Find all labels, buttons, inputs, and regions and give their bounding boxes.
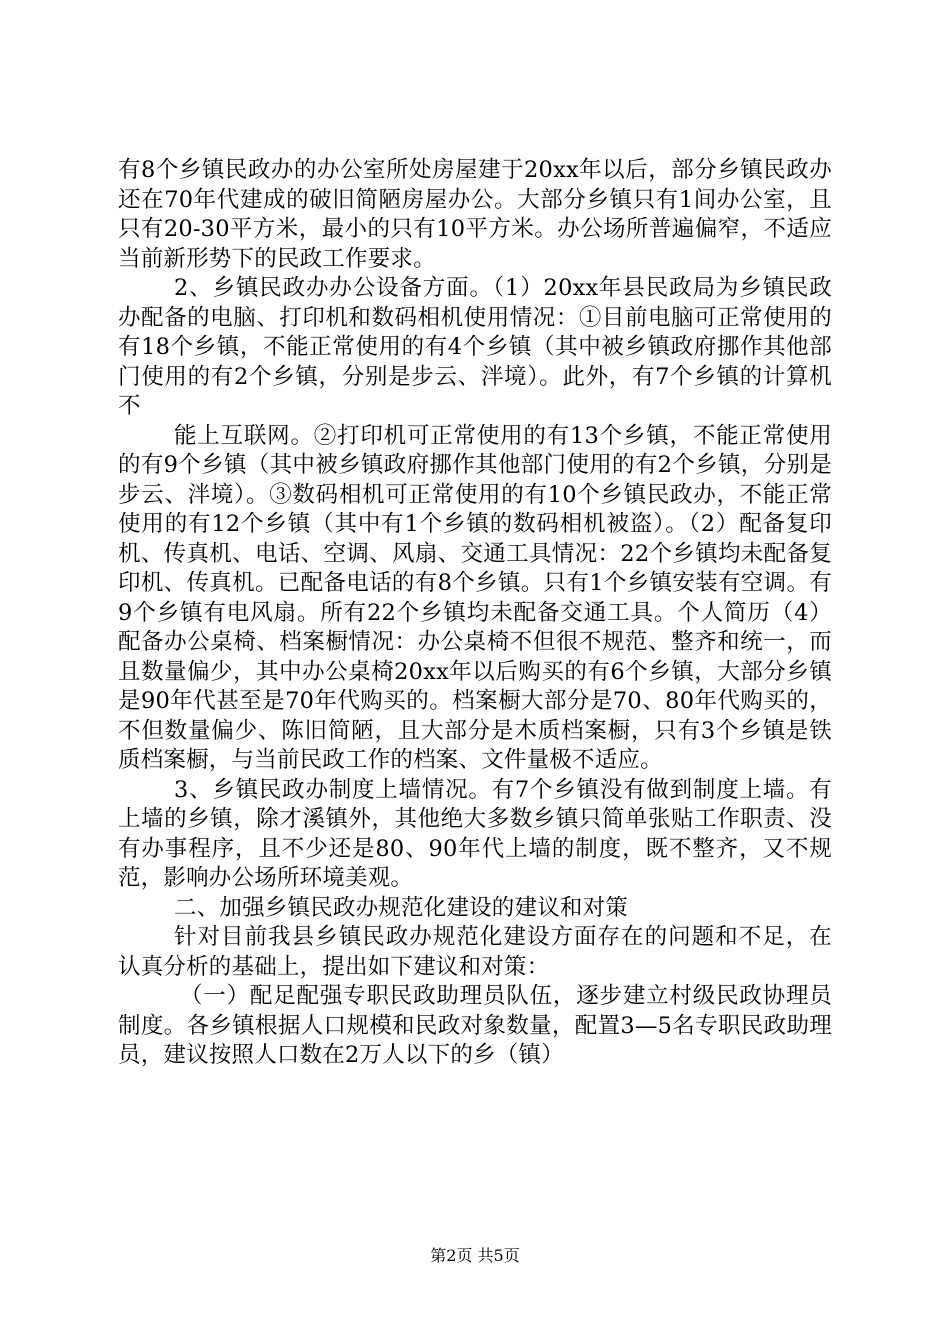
section-heading: 二、加强乡镇民政办规范化建设的建议和对策: [174, 894, 629, 921]
paragraph-2: 2、乡镇民政办办公设备方面。（1）20xx年县民政局为乡镇民政办配备的电脑、打印机和数码相机使用情况：①目前电脑可正常使用的有18个乡镇，不能正常使用的有4个乡镇（其中被乡镇政府挪作其他部门使用的有2个乡镇，分别是步云、泮境）。此外，有7个乡镇的计算机不: [118, 275, 832, 419]
paragraph-5: 针对目前我县乡镇民政办规范化建设方面存在的问题和不足，在认真分析的基础上，提出如下建议和对策：: [118, 924, 832, 980]
page-footer: [0, 1246, 950, 1266]
page-number: 第2页 共5页: [430, 1246, 520, 1265]
paragraph-3: 能上互联网。②打印机可正常使用的有13个乡镇，不能正常使用的有9个乡镇（其中被乡镇政府挪作其他部门使用的有2个乡镇，分别是步云、泮境）。③数码相机可正常使用的有10个乡镇民政办，不能正常使用的有12个乡镇（其中有1个乡镇的数码相机被盗）。（2）配备复印机、传真机、电话、空调、风扇、交通工具情况：22个乡镇均未配备复印机、传真机。已配备电话的有8个乡镇。只有1个乡镇安装有空调。有9个乡镇有电风扇。所有22个乡镇均未配备交通工具。个人简历（4）配备办公桌椅、档案橱情况：办公桌椅不但很不规范、整齐和统一，而且数量偏少，其中办公桌椅20xx年以后购买的有6个乡镇，大部分乡镇是90年代甚至是70年代购买的。档案橱大部分是70、80年代购买的，不但数量偏少、陈旧简陋，且大部分是木质档案橱，只有3个乡镇是铁质档案橱，与当前民政工作的档案、文件量极不适应。: [118, 422, 832, 773]
paragraph-4: 3、乡镇民政办制度上墙情况。有7个乡镇没有做到制度上墙。有上墙的乡镇，除才溪镇外，其他绝大多数乡镇只简单张贴工作职责、没有办事程序，且不少还是80、90年代上墙的制度，既不整齐，又不规范，影响办公场所环境美观。: [118, 776, 832, 891]
paragraph-6: （一）配足配强专职民政助理员队伍，逐步建立村级民政协理员制度。各乡镇根据人口规模和民政对象数量，配置3—5名专职民政助理员，建议按照人口数在2万人以下的乡（镇）: [118, 983, 832, 1068]
document-body: [118, 156, 832, 1071]
paragraph-1: 有8个乡镇民政办的办公室所处房屋建于20xx年以后，部分乡镇民政办还在70年代建成的破旧简陋房屋办公。大部分乡镇只有1间办公室，且只有20-30平方米，最小的只有10平方米。办公场所普遍偏窄，不适应当前新形势下的民政工作要求。: [118, 157, 832, 272]
